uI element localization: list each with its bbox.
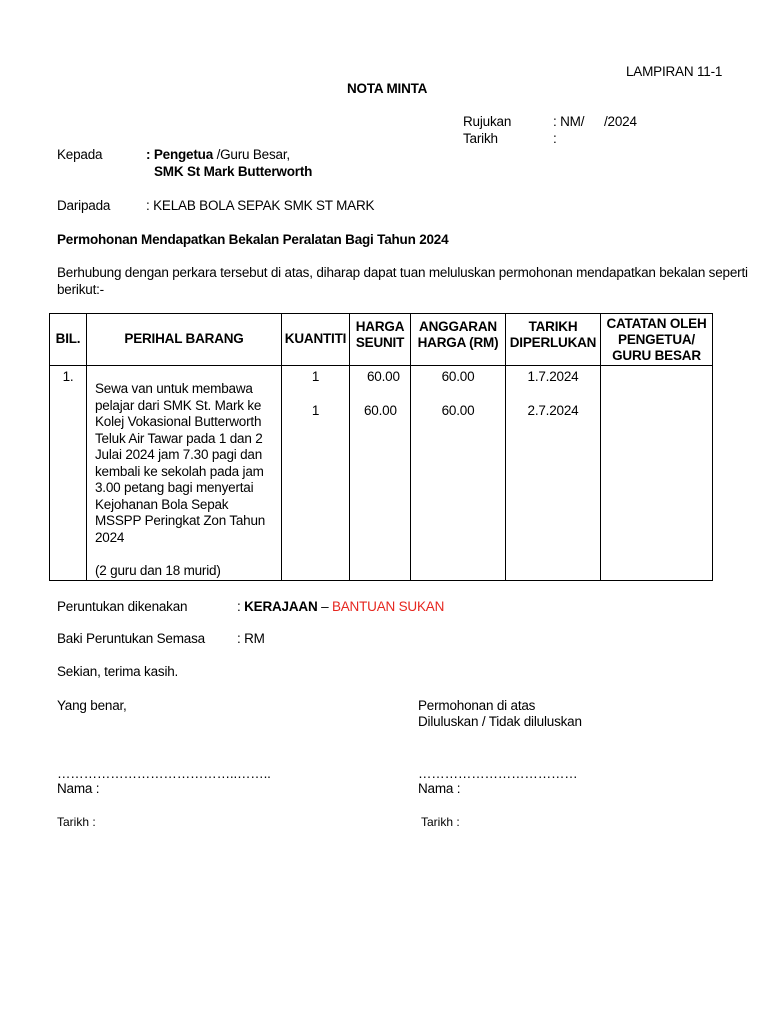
row-notes [601, 366, 713, 581]
row-bil-value: 1. [62, 369, 74, 384]
to-title-rest: /Guru Besar, [213, 147, 290, 162]
header-item: PERIHAL BARANG [87, 314, 282, 366]
header-unit-price-1: HARGA [355, 319, 405, 334]
document-title: NOTA MINTA [347, 81, 428, 96]
from-label: Daripada [57, 198, 111, 213]
date-label: Tarikh [463, 131, 498, 146]
header-unit-price-2: SEUNIT [355, 335, 405, 350]
left-greeting: Yang benar, [57, 698, 127, 713]
table-row [50, 366, 713, 581]
row-description-text: Sewa van untuk membawa pelajar dari SMK St. Mark ke Kolej Vokasional Butterworth Teluk Air Tawar pada 1 dan 2 Julai 2024 jam 7.30 pagi dan kembali ke sekolah pada jam 3.00 petang bagi menyertai Kejohanan Bola Sepak MSSPP Peringkat Zon Tahun 2024 [95, 381, 266, 545]
left-signature-line: …………………………………..…….. [57, 766, 271, 781]
row-budget-2: 60.00 [441, 402, 475, 418]
right-name-label: Nama : [418, 781, 461, 796]
right-date-label: Tarikh : [421, 815, 460, 829]
header-budget-2: HARGA (RM) [417, 335, 499, 350]
allocation-colon: : [237, 599, 245, 614]
reference-value: : NM/ [553, 114, 585, 129]
header-budget-1: ANGGARAN [419, 319, 497, 334]
header-date-1: TARIKH [528, 319, 578, 334]
header-notes-2: PENGETUA/ [618, 331, 695, 347]
right-signature-line: ……………………………… [418, 766, 578, 781]
row-qty-1: 1 [311, 369, 320, 384]
to-value [146, 147, 290, 163]
allocation-value [237, 599, 444, 615]
reference-label: Rujukan [463, 114, 512, 129]
row-date-1: 1.7.2024 [527, 369, 579, 384]
closing-text: Sekian, terima kasih. [57, 664, 179, 679]
date-value: : [553, 131, 557, 146]
allocation-label: Peruntukan dikenakan [57, 599, 188, 614]
header-notes-1: CATATAN OLEH [606, 315, 707, 331]
approval-line-2: Diluluskan / Tidak diluluskan [418, 714, 582, 729]
table-header-row [50, 314, 713, 366]
intro-line-1: Berhubung dengan perkara tersebut di atas, diharap dapat tuan meluluskan permohonan mendapatkan bekalan seperti [57, 265, 748, 280]
allocation-dash: – [317, 599, 332, 614]
allocation-source: KERAJAAN [244, 599, 318, 614]
to-label: Kepada [57, 147, 103, 162]
appendix-label: LAMPIRAN 11-1 [626, 64, 723, 79]
row-bil [50, 366, 87, 581]
row-unit-price [350, 366, 411, 581]
row-date [506, 366, 601, 581]
row-unit-price-1: 60.00 [367, 369, 400, 384]
header-date [506, 314, 601, 366]
approval-line-1: Permohonan di atas [418, 698, 536, 713]
header-notes-3: GURU BESAR [612, 347, 701, 363]
row-description-note: (2 guru dan 18 murid) [95, 563, 221, 578]
from-value: : KELAB BOLA SEPAK SMK ST MARK [146, 198, 375, 213]
row-description [87, 366, 282, 581]
left-date-label: Tarikh : [57, 815, 96, 829]
row-budget [411, 366, 506, 581]
header-qty: KUANTITI [282, 314, 350, 366]
request-table [49, 313, 713, 581]
to-title: : Pengetua [146, 147, 214, 162]
school-name: SMK St Mark Butterworth [154, 164, 313, 179]
row-budget-1: 60.00 [441, 369, 475, 384]
allocation-sub-source: BANTUAN SUKAN [331, 599, 445, 614]
reference-year: /2024 [604, 114, 637, 129]
intro-line-2: berikut:- [57, 282, 104, 297]
header-date-2: DIPERLUKAN [509, 335, 597, 350]
row-unit-price-2: 60.00 [364, 402, 397, 418]
header-bil: BIL. [50, 314, 87, 366]
header-unit-price [350, 314, 411, 366]
row-qty [282, 366, 350, 581]
left-name-label: Nama : [57, 781, 100, 796]
row-qty-2: 1 [311, 402, 320, 418]
subject-line: Permohonan Mendapatkan Bekalan Peralatan Bagi Tahun 2024 [57, 232, 449, 247]
header-notes [601, 314, 713, 366]
row-date-2: 2.7.2024 [527, 402, 579, 418]
balance-value: : RM [237, 631, 265, 646]
header-budget [411, 314, 506, 366]
balance-label: Baki Peruntukan Semasa [57, 631, 205, 646]
